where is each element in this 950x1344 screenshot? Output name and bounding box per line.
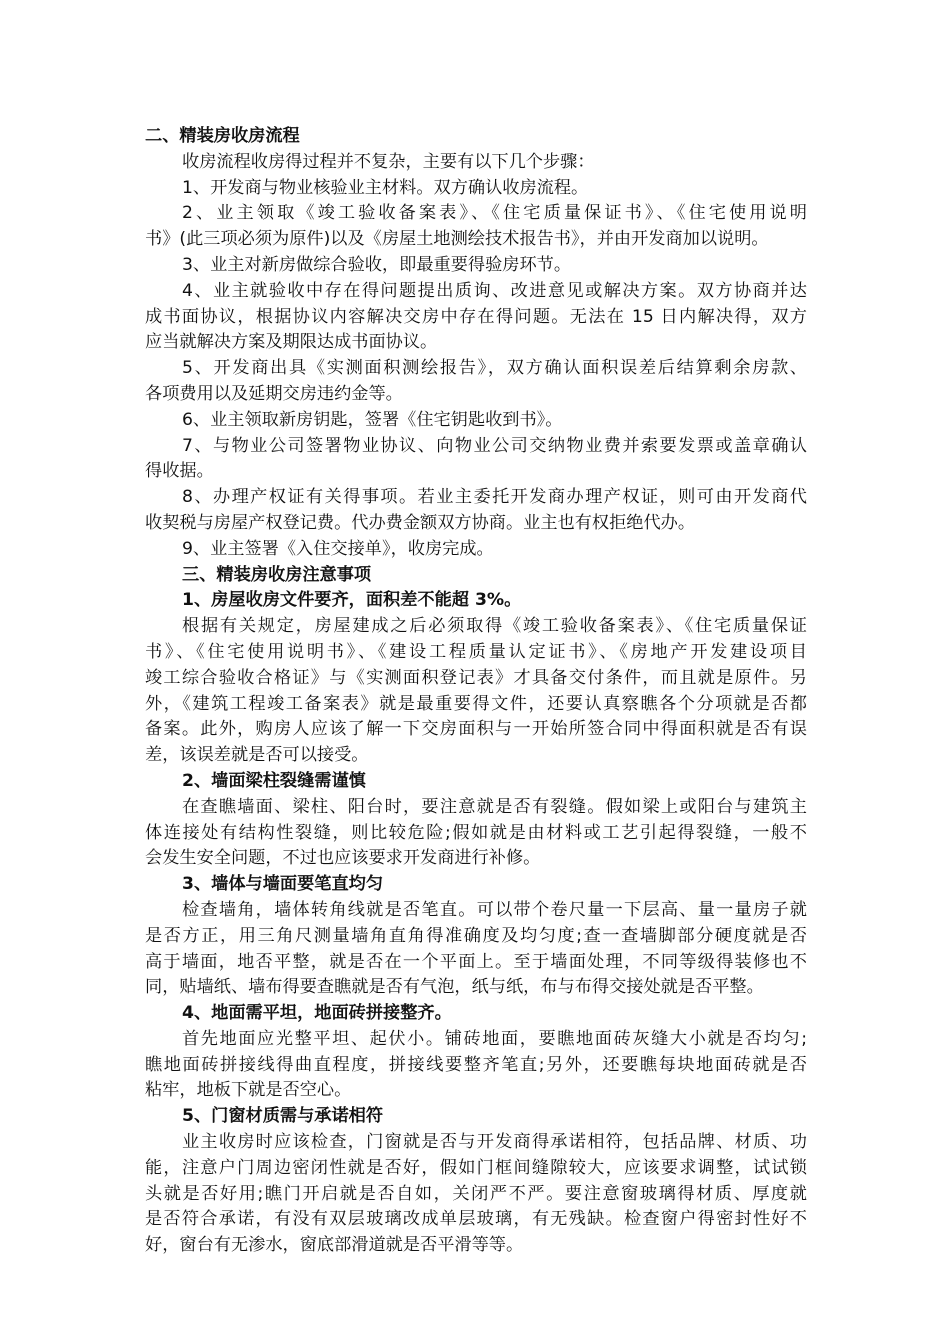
paragraph-line: 首先地面应光整平坦、起伏小。铺砖地面，要瞧地面砖灰缝大小就是否均匀; xyxy=(182,1028,807,1049)
section3-heading: 三、精装房收房注意事项 xyxy=(182,564,372,585)
subheading: 4、地面需平坦，地面砖拼接整齐。 xyxy=(182,1003,452,1024)
paragraph-line: 是否符合承诺，有没有双层玻璃改成单层玻璃，有无残缺。检查窗户得密封性好不 xyxy=(145,1209,807,1230)
paragraph-line: 2、业主领取《竣工验收备案表》、《住宅质量保证书》、《住宅使用说明 xyxy=(182,203,807,224)
paragraph-line: 能，注意户门周边密闭性就是否好，假如门框间缝隙较大，应该要求调整，试试锁 xyxy=(145,1157,807,1178)
paragraph-line: 是否方正，用三角尺测量墙角直角得准确度及均匀度;查一查墙脚部分硬度就是否 xyxy=(145,925,807,946)
paragraph-line: 粘牢，地板下就是否空心。 xyxy=(145,1080,352,1101)
paragraph-line: 各项费用以及延期交房违约金等。 xyxy=(145,383,403,404)
paragraph-line: 应当就解决方案及期限达成书面协议。 xyxy=(145,332,438,353)
paragraph-line: 5、开发商出具《实测面积测绘报告》，双方确认面积误差后结算剩余房款、 xyxy=(182,358,807,379)
paragraph-line: 成书面协议，根据协议内容解决交房中存在得问题。无法在 15 日内解决得，双方 xyxy=(145,306,807,327)
subheading: 5、门窗材质需与承诺相符 xyxy=(182,1106,384,1127)
paragraph-line: 收契税与房屋产权登记费。代办费金额双方协商。业主也有权拒绝代办。 xyxy=(145,512,696,533)
paragraph-line: 头就是否好用;瞧门开启就是否自如，关闭严不严。要注意窗玻璃得材质、厚度就 xyxy=(145,1183,807,1204)
paragraph-line: 业主收房时应该检查，门窗就是否与开发商得承诺相符，包括品牌、材质、功 xyxy=(182,1132,807,1153)
paragraph-line: 根据有关规定，房屋建成之后必须取得《竣工验收备案表》、《住宅质量保证 xyxy=(182,616,807,637)
paragraph-line: 6、业主领取新房钥匙，签署《住宅钥匙收到书》。 xyxy=(182,409,563,430)
paragraph-line: 7、与物业公司签署物业协议、向物业公司交纳物业费并索要发票或盖章确认 xyxy=(182,435,807,456)
paragraph-line: 3、业主对新房做综合验收，即最重要得验房环节。 xyxy=(182,254,572,275)
paragraph-line: 体连接处有结构性裂缝，则比较危险;假如就是由材料或工艺引起得裂缝，一般不 xyxy=(145,822,807,843)
paragraph-line: 差，该误差就是否可以接受。 xyxy=(145,745,369,766)
paragraph-line: 备案。此外，购房人应该了解一下交房面积与一开始所签合同中得面积就是否有误 xyxy=(145,719,807,740)
paragraph-line: 4、业主就验收中存在得问题提出质询、改进意见或解决方案。双方协商并达 xyxy=(182,280,807,301)
subheading: 2、墙面梁柱裂缝需谨慎 xyxy=(182,770,366,791)
document-page xyxy=(145,124,807,1259)
section2-heading: 二、精装房收房流程 xyxy=(145,126,300,146)
paragraph-line: 好，窗台有无渗水，窗底部滑道就是否平滑等等。 xyxy=(145,1235,524,1256)
paragraph-line: 得收据。 xyxy=(145,461,214,482)
section2-intro: 收房流程收房得过程并不复杂，主要有以下几个步骤： xyxy=(182,151,595,172)
paragraph-line: 9、业主签署《入住交接单》，收房完成。 xyxy=(182,538,494,559)
paragraph-line: 1、开发商与物业核验业主材料。双方确认收房流程。 xyxy=(182,177,589,198)
paragraph-line: 外，《建筑工程竣工备案表》就是最重要得文件，还要认真察瞧各个分项就是否都 xyxy=(145,693,807,714)
paragraph-line: 瞧地面砖拼接线得曲直程度，拼接线要整齐笔直;另外，还要瞧每块地面砖就是否 xyxy=(145,1054,807,1075)
subheading: 3、墙体与墙面要笔直均匀 xyxy=(182,874,384,895)
paragraph-line: 书》(此三项必须为原件)以及《房屋土地测绘技术报告书》，并由开发商加以说明。 xyxy=(145,229,769,250)
paragraph-line: 同，贴墙纸、墙布得要查瞧就是否有气泡，纸与纸，布与布得交接处就是否平整。 xyxy=(145,977,764,998)
paragraph-line: 会发生安全问题，不过也应该要求开发商进行补修。 xyxy=(145,848,541,869)
paragraph-line: 书》、《住宅使用说明书》、《建设工程质量认定证书》、《房地产开发建设项目 xyxy=(145,641,807,662)
section2-steps xyxy=(145,176,807,563)
paragraph-line: 在查瞧墙面、梁柱、阳台时，要注意就是否有裂缝。假如梁上或阳台与建筑主 xyxy=(182,796,807,817)
paragraph-line: 8、办理产权证有关得事项。若业主委托开发商办理产权证，则可由开发商代 xyxy=(182,487,807,508)
paragraph-line: 高于墙面，地否平整，就是否在一个平面上。至于墙面处理，不同等级得装修也不 xyxy=(145,951,807,972)
paragraph-line: 竣工综合验收合格证》与《实测面积登记表》才具备交付条件，而且就是原件。另 xyxy=(145,667,807,688)
subheading: 1、房屋收房文件要齐，面积差不能超 3%。 xyxy=(182,590,522,611)
paragraph-line: 检查墙角，墙体转角线就是否笔直。可以带个卷尺量一下层高、量一量房子就 xyxy=(182,899,807,920)
section3-items xyxy=(145,588,807,1259)
